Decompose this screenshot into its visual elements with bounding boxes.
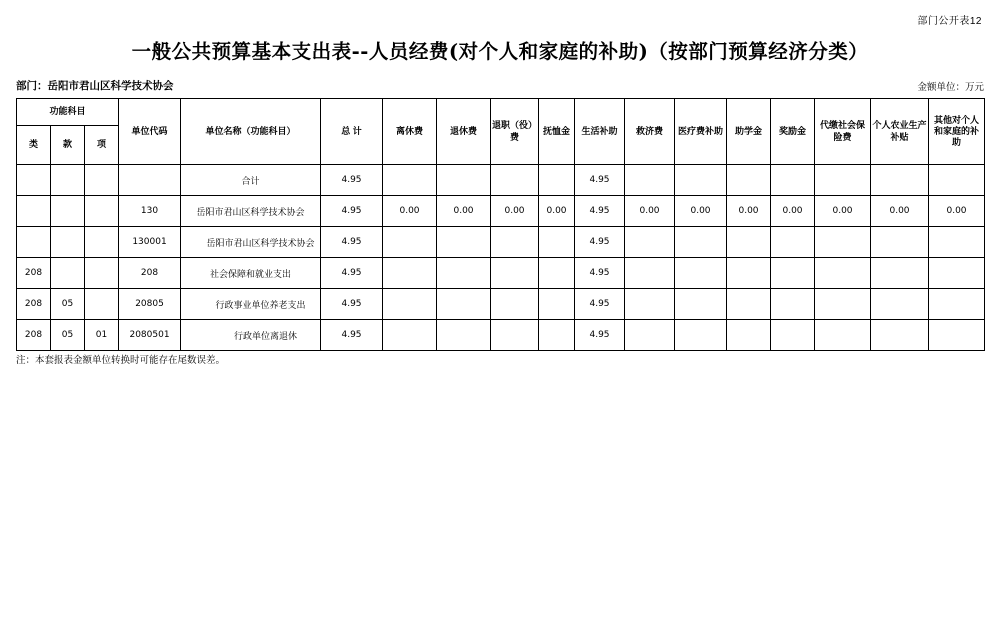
cell-value-6 bbox=[675, 289, 727, 320]
table-row bbox=[17, 196, 985, 227]
cell-xiang bbox=[85, 227, 119, 258]
cell-value-7 bbox=[727, 258, 771, 289]
cell-value-5 bbox=[625, 320, 675, 351]
cell-value-9: 0.00 bbox=[815, 196, 871, 227]
cell-value-6 bbox=[675, 227, 727, 258]
cell-value-10 bbox=[871, 320, 929, 351]
cell-kuan: 05 bbox=[51, 289, 85, 320]
cell-unit-name: 合计 bbox=[181, 165, 321, 196]
footnote: 注：本套报表金额单位转换时可能存在尾数误差。 bbox=[16, 355, 226, 366]
cell-class: 208 bbox=[17, 258, 51, 289]
cell-value-10 bbox=[871, 227, 929, 258]
cell-value-11 bbox=[929, 320, 985, 351]
cell-value-8 bbox=[771, 258, 815, 289]
header-kuan: 款 bbox=[51, 126, 85, 165]
budget-table bbox=[16, 98, 985, 351]
table-row bbox=[17, 165, 985, 196]
cell-value-5 bbox=[625, 165, 675, 196]
cell-value-8 bbox=[771, 320, 815, 351]
cell-class: 208 bbox=[17, 289, 51, 320]
cell-value-11 bbox=[929, 227, 985, 258]
cell-value-7 bbox=[727, 165, 771, 196]
cell-value-2 bbox=[491, 258, 539, 289]
cell-value-8: 0.00 bbox=[771, 196, 815, 227]
cell-value-6: 0.00 bbox=[675, 196, 727, 227]
cell-value-1 bbox=[437, 289, 491, 320]
cell-kuan: 05 bbox=[51, 320, 85, 351]
cell-unit-name: 社会保障和就业支出 bbox=[181, 258, 321, 289]
cell-value-9 bbox=[815, 289, 871, 320]
cell-value-0 bbox=[383, 165, 437, 196]
cell-total: 4.95 bbox=[321, 165, 383, 196]
cell-kuan bbox=[51, 165, 85, 196]
header-col-6: 医疗费补助 bbox=[675, 99, 727, 165]
cell-unit-code: 2080501 bbox=[119, 320, 181, 351]
cell-value-7 bbox=[727, 227, 771, 258]
cell-class bbox=[17, 227, 51, 258]
header-col-1: 退休费 bbox=[437, 99, 491, 165]
cell-value-0 bbox=[383, 227, 437, 258]
table-row bbox=[17, 258, 985, 289]
cell-value-7: 0.00 bbox=[727, 196, 771, 227]
page-title: 一般公共预算基本支出表--人员经费(对个人和家庭的补助)（按部门预算经济分类） bbox=[131, 40, 869, 63]
header-col-11: 其他对个人和家庭的补助 bbox=[929, 99, 985, 165]
amount-unit-label: 金额单位：万元 bbox=[917, 82, 984, 93]
table-row bbox=[17, 320, 985, 351]
cell-value-0 bbox=[383, 320, 437, 351]
cell-kuan bbox=[51, 196, 85, 227]
cell-unit-code: 208 bbox=[119, 258, 181, 289]
header-col-4: 生活补助 bbox=[575, 99, 625, 165]
cell-value-6 bbox=[675, 258, 727, 289]
header-col-3: 抚恤金 bbox=[539, 99, 575, 165]
cell-class bbox=[17, 165, 51, 196]
cell-xiang bbox=[85, 196, 119, 227]
cell-value-8 bbox=[771, 227, 815, 258]
cell-value-5 bbox=[625, 289, 675, 320]
cell-unit-code bbox=[119, 165, 181, 196]
cell-value-4: 4.95 bbox=[575, 320, 625, 351]
header-col-9: 代缴社会保险费 bbox=[815, 99, 871, 165]
header-col-0: 离休费 bbox=[383, 99, 437, 165]
cell-value-4: 4.95 bbox=[575, 258, 625, 289]
header-col-7: 助学金 bbox=[727, 99, 771, 165]
form-number-label: 部门公开表12 bbox=[917, 16, 982, 27]
cell-value-9 bbox=[815, 258, 871, 289]
cell-value-2 bbox=[491, 165, 539, 196]
cell-unit-code: 130001 bbox=[119, 227, 181, 258]
header-unit-code: 单位代码 bbox=[119, 99, 181, 165]
table-row bbox=[17, 289, 985, 320]
cell-unit-code: 20805 bbox=[119, 289, 181, 320]
cell-xiang bbox=[85, 258, 119, 289]
cell-value-8 bbox=[771, 165, 815, 196]
cell-value-6 bbox=[675, 320, 727, 351]
cell-value-10 bbox=[871, 289, 929, 320]
cell-value-5: 0.00 bbox=[625, 196, 675, 227]
cell-total: 4.95 bbox=[321, 227, 383, 258]
cell-kuan bbox=[51, 258, 85, 289]
cell-value-1 bbox=[437, 227, 491, 258]
header-class: 类 bbox=[17, 126, 51, 165]
header-xiang: 项 bbox=[85, 126, 119, 165]
cell-value-3 bbox=[539, 227, 575, 258]
cell-value-9 bbox=[815, 165, 871, 196]
cell-value-7 bbox=[727, 320, 771, 351]
cell-unit-name: 岳阳市君山区科学技术协会 bbox=[181, 196, 321, 227]
cell-value-11 bbox=[929, 258, 985, 289]
cell-value-1 bbox=[437, 258, 491, 289]
cell-value-2: 0.00 bbox=[491, 196, 539, 227]
header-function-subject: 功能科目 bbox=[17, 99, 119, 126]
cell-value-0 bbox=[383, 258, 437, 289]
cell-value-8 bbox=[771, 289, 815, 320]
cell-xiang bbox=[85, 289, 119, 320]
cell-kuan bbox=[51, 227, 85, 258]
cell-value-5 bbox=[625, 258, 675, 289]
cell-value-9 bbox=[815, 320, 871, 351]
header-unit-name: 单位名称（功能科目） bbox=[181, 99, 321, 165]
cell-value-1 bbox=[437, 165, 491, 196]
cell-value-4: 4.95 bbox=[575, 165, 625, 196]
cell-value-10: 0.00 bbox=[871, 196, 929, 227]
meta-row bbox=[16, 78, 984, 93]
cell-value-3: 0.00 bbox=[539, 196, 575, 227]
cell-value-2 bbox=[491, 227, 539, 258]
department-label: 部门：岳阳市君山区科学技术协会 bbox=[16, 80, 174, 92]
cell-value-3 bbox=[539, 320, 575, 351]
cell-class: 208 bbox=[17, 320, 51, 351]
cell-value-11: 0.00 bbox=[929, 196, 985, 227]
cell-value-3 bbox=[539, 165, 575, 196]
cell-total: 4.95 bbox=[321, 196, 383, 227]
table-body bbox=[17, 165, 985, 351]
cell-value-1: 0.00 bbox=[437, 196, 491, 227]
header-col-2: 退职（役）费 bbox=[491, 99, 539, 165]
cell-value-5 bbox=[625, 227, 675, 258]
cell-total: 4.95 bbox=[321, 258, 383, 289]
cell-value-0 bbox=[383, 289, 437, 320]
cell-value-10 bbox=[871, 165, 929, 196]
header-col-5: 救济费 bbox=[625, 99, 675, 165]
cell-xiang bbox=[85, 165, 119, 196]
cell-value-1 bbox=[437, 320, 491, 351]
cell-value-3 bbox=[539, 258, 575, 289]
cell-unit-name: 岳阳市君山区科学技术协会 bbox=[181, 227, 321, 258]
cell-value-7 bbox=[727, 289, 771, 320]
cell-value-4: 4.95 bbox=[575, 196, 625, 227]
cell-value-9 bbox=[815, 227, 871, 258]
table-header bbox=[17, 99, 985, 165]
cell-value-10 bbox=[871, 258, 929, 289]
cell-value-4: 4.95 bbox=[575, 289, 625, 320]
cell-value-11 bbox=[929, 289, 985, 320]
cell-xiang: 01 bbox=[85, 320, 119, 351]
cell-value-2 bbox=[491, 289, 539, 320]
header-col-8: 奖励金 bbox=[771, 99, 815, 165]
cell-unit-code: 130 bbox=[119, 196, 181, 227]
header-col-10: 个人农业生产补贴 bbox=[871, 99, 929, 165]
cell-unit-name: 行政单位离退休 bbox=[181, 320, 321, 351]
cell-value-6 bbox=[675, 165, 727, 196]
cell-value-4: 4.95 bbox=[575, 227, 625, 258]
cell-unit-name: 行政事业单位养老支出 bbox=[181, 289, 321, 320]
cell-value-11 bbox=[929, 165, 985, 196]
cell-total: 4.95 bbox=[321, 320, 383, 351]
cell-total: 4.95 bbox=[321, 289, 383, 320]
cell-class bbox=[17, 196, 51, 227]
header-total: 总 计 bbox=[321, 99, 383, 165]
cell-value-2 bbox=[491, 320, 539, 351]
header-row-group bbox=[17, 99, 985, 126]
table-row bbox=[17, 227, 985, 258]
cell-value-3 bbox=[539, 289, 575, 320]
cell-value-0: 0.00 bbox=[383, 196, 437, 227]
